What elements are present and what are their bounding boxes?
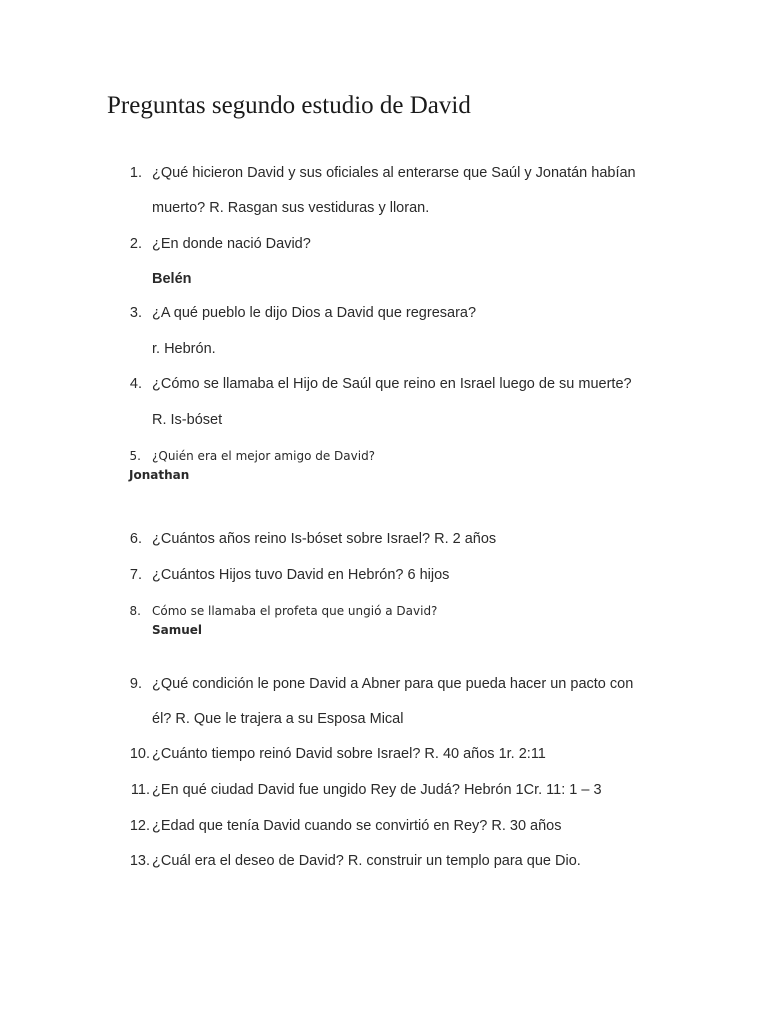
question-number: 10. <box>129 746 150 762</box>
question-number: 12. <box>129 818 150 834</box>
question-text: ¿A qué pueblo le dijo Dios a David que regresara? <box>152 305 477 321</box>
question-number: 13. <box>129 853 150 869</box>
question-number: 7. <box>129 567 142 583</box>
question-text: ¿En qué ciudad David fue ungido Rey de Judá? Hebrón 1Cr. 11: 1 – 3 <box>152 782 602 798</box>
question-text: Cómo se llamaba el profeta que ungió a David? <box>152 604 438 618</box>
question-number: 1. <box>129 165 142 181</box>
question-number: 8. <box>129 604 141 618</box>
question-text: ¿Edad que tenía David cuando se convirtió en Rey? R. 30 años <box>152 818 562 834</box>
question-text: ¿Quién era el mejor amigo de David? <box>152 449 376 463</box>
question-number: 11. <box>130 782 150 798</box>
question-text: ¿Cuál era el deseo de David? R. construir un templo para que Dio. <box>152 853 581 869</box>
question-number: 5. <box>129 449 141 463</box>
question-text: ¿Qué hicieron David y sus oficiales al enterarse que Saúl y Jonatán habían <box>152 165 636 181</box>
question-answer: muerto? R. Rasgan sus vestiduras y lloran. <box>152 200 430 216</box>
question-text: ¿Cómo se llamaba el Hijo de Saúl que reino en Israel luego de su muerte? <box>152 376 632 392</box>
question-number: 6. <box>129 531 142 547</box>
question-answer: Belén <box>152 271 192 287</box>
question-number: 9. <box>129 676 142 692</box>
question-text: ¿Cuántos Hijos tuvo David en Hebrón? 6 hijos <box>152 567 450 583</box>
question-text: ¿Qué condición le pone David a Abner para que pueda hacer un pacto con <box>152 676 634 692</box>
question-answer: Samuel <box>152 623 203 637</box>
question-number: 3. <box>129 305 142 321</box>
question-text: ¿Cuánto tiempo reinó David sobre Israel? R. 40 años 1r. 2:11 <box>152 746 546 762</box>
question-number: 4. <box>129 376 142 392</box>
question-number: 2. <box>129 236 142 252</box>
document-title: Preguntas segundo estudio de David <box>107 92 471 119</box>
question-answer: R. Is-bóset <box>152 412 223 428</box>
question-answer: él? R. Que le trajera a su Esposa Mical <box>152 711 404 727</box>
question-text: ¿En donde nació David? <box>152 236 311 252</box>
question-answer: r. Hebrón. <box>152 341 216 357</box>
question-text: ¿Cuántos años reino Is-bóset sobre Israel? R. 2 años <box>152 531 497 547</box>
question-answer: Jonathan <box>129 468 190 482</box>
